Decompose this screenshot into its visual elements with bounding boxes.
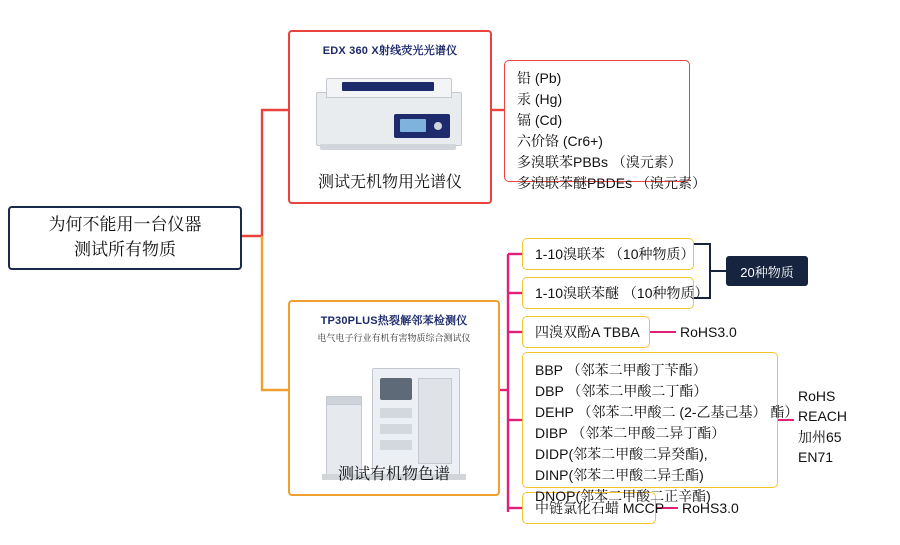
root-line-2: 测试所有物质 [74,240,176,259]
chromatograph-subtitle: 电气电子行业有机有害物质综合测试仪 [317,333,471,343]
phthalates-box [522,352,799,504]
chromatograph-card [288,300,500,496]
phthalate-item: DBP （邻苯二甲酸二丁酯） [535,383,708,399]
phthalate-item: DIDP(邻苯二甲酸二异癸酯), [535,446,708,462]
group-count-badge: 20种物质 [726,256,808,286]
phthalate-standard: REACH [798,408,848,425]
organic-item-label: 四溴双酚A TBBA [535,323,640,340]
substance-item: 汞 (Hg) [517,91,563,107]
tbba-standard-label: RoHS3.0 [680,324,737,340]
mccp-standard-label: RoHS3.0 [682,500,739,516]
organic-item-box [522,316,650,348]
substance-item: 铅 (Pb) [517,70,562,86]
root-node [8,206,242,270]
organic-item-label: 中链氯化石蜡 MCCP [535,499,665,516]
root-line-1: 为何不能用一台仪器 [48,215,202,235]
organic-item-box [522,277,709,309]
phthalate-item: DEHP （邻苯二甲酸二 (2-乙基己基） 酯） [535,404,799,420]
phthalate-item: DNOP(邻苯二甲酸二正辛酯) [535,488,711,504]
phthalate-standard: 加州65 [798,428,842,445]
substance-item: 多溴联苯醚PBDEs （溴元素） [517,175,707,191]
spectrometer-caption: 测试无机物用光谱仪 [317,174,462,191]
phthalate-standards-list [798,386,847,467]
spectrometer-title: EDX 360 X射线荧光光谱仪 [322,45,458,57]
substance-item: 多溴联苯PBBs （溴元素） [517,154,682,170]
organic-item-box [522,238,694,270]
organic-item-label: 1-10溴联苯 （10种物质） [535,245,695,262]
chromatograph-caption: 测试有机物色谱 [337,466,450,483]
inorganic-substances-box [504,60,707,191]
phthalate-standard: RoHS [798,388,836,404]
spectrometer-card [288,30,492,204]
chromatograph-title: TP30PLUS热裂解邻苯检测仪 [320,315,468,327]
phthalate-standard: EN71 [798,448,834,465]
phthalate-item: BBP （邻苯二甲酸丁苄酯） [535,362,707,378]
substance-item: 六价铬 (Cr6+) [517,133,603,149]
spectrometer-illustration [316,78,460,154]
organic-item-label: 1-10溴联苯醚 （10种物质） [535,284,709,301]
substance-item: 镉 (Cd) [517,112,563,128]
phthalate-item: DINP(邻苯二甲酸二异壬酯) [535,467,704,483]
phthalate-item: DIBP （邻苯二甲酸二异丁酯） [535,425,726,441]
